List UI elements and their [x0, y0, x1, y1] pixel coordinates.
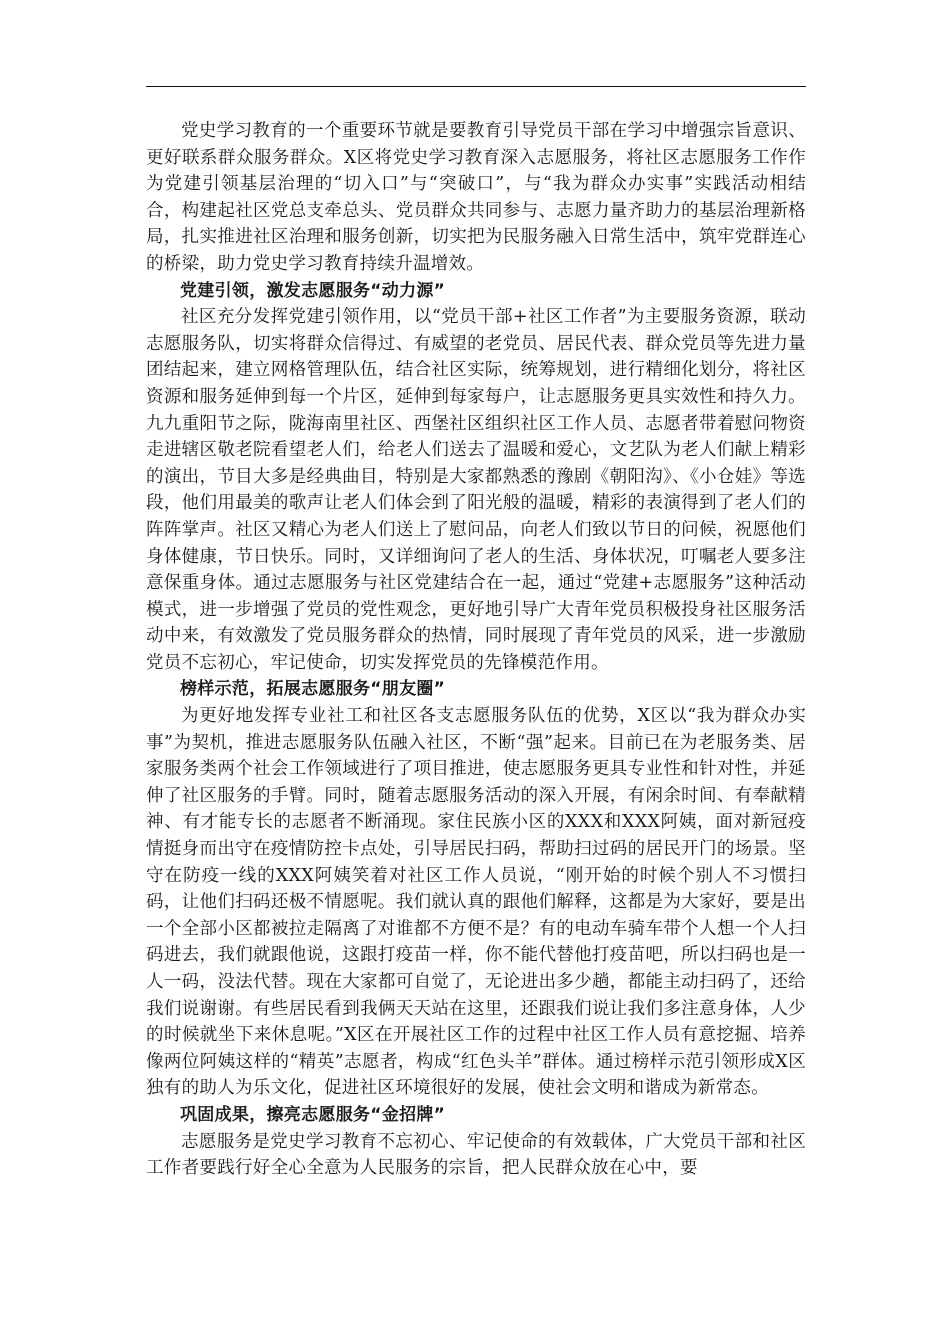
section-heading-3: 巩固成果，擦亮志愿服务“金招牌”: [180, 1104, 446, 1125]
paragraph-section-1: 社区充分发挥党建引领作用，以“党员干部+社区工作者”为主要服务资源，联动志愿服务队，切实将群众信得过、有威望的老党员、居民代表、群众党员等先进力量团结起来，建立网格管理队伍，结合社区实际，统筹规划，进行精细化划分，将社区资源和服务延伸到每一个片区，延伸到每家每户，让志愿服务更具实效性和持久力。九九重阳节之际，陇海南里社区、西堡社区组织社区工作人员、志愿者带着慰问物资走进辖区敬老院看望老人们，给老人们送去了温暖和爱心，文艺队为老人们献上精彩的演出，节目大多是经典曲目，特别是大家都熟悉的豫剧《朝阳沟》、《小仓娃》等选段，他们用最美的歌声让老人们体会到了阳光般的温暖，精彩的表演得到了老人们的阵阵掌声。社区又精心为老人们送上了慰问品，向老人们致以节日的问候，祝愿他们身体健康，节日快乐。同时，又详细询问了老人的生活、身体状况，叮嘱老人要多注意保重身体。通过志愿服务与社区党建结合在一起，通过“党建+志愿服务”这种活动模式，进一步增强了党员的党性观念，更好地引导广大青年党员积极投身社区服务活动中来，有效激发了党员服务群众的热情，同时展现了青年党员的风采，进一步激励党员不忘初心，牢记使命，切实发挥党员的先锋模范作用。: [146, 307, 806, 673]
section-heading-2: 榜样示范，拓展志愿服务“朋友圈”: [180, 679, 446, 700]
section-heading-1: 党建引领，激发志愿服务“动力源”: [180, 280, 446, 301]
paragraph-section-2: 为更好地发挥专业社工和社区各支志愿服务队伍的优势，X区以“我为群众办实事”为契机，推进志愿服务队伍融入社区，不断“强”起来。目前已在为老服务类、居家服务类两个社会工作领域进行了项目推进，使志愿服务更具专业性和针对性，并延伸了社区服务的手臂。同时，随着志愿服务活动的深入开展，有闲余时间、有奉献精神、有才能专长的志愿者不断涌现。家住民族小区的XXX和XXX阿姨，面对新冠疫情挺身而出守在疫情防控卡点处，引导居民扫码，帮助扫过码的居民开门的场景。坚守在防疫一线的XXX阿姨笑着对社区工作人员说，“刚开始的时候个别人不习惯扫码，让他们扫码还极不情愿呢。我们就认真的跟他们解释，这都是为大家好，要是出一个全部小区都被拉走隔离了对谁都不方便不是？有的电动车骑车带个人想一个人扫码进去，我们就跟他说，这跟打疫苗一样，你不能代替他打疫苗吧，所以扫码也是一人一码，没法代替。现在大家都可自觉了，无论进出多少趟，都能主动扫码了，还给我们说谢谢。有些居民看到我俩天天站在这里，还跟我们说让我们多注意身体，人少的时候就坐下来休息呢。”X区在开展社区工作的过程中社区工作人员有意挖掘、培养像两位阿姨这样的“精英”志愿者，构成“红色头羊”群体。通过榜样示范引领形成X区独有的助人为乐文化，促进社区环境很好的发展，使社会文明和谐成为新常态。: [146, 706, 806, 1099]
document-body: [146, 118, 806, 1182]
paragraph-section-3: 志愿服务是党史学习教育不忘初心、牢记使命的有效载体，广大党员干部和社区工作者要践行好全心全意为人民服务的宗旨，把人民群众放在心中，要: [146, 1131, 806, 1179]
paragraph-intro: 党史学习教育的一个重要环节就是要教育引导党员干部在学习中增强宗旨意识、更好联系群众服务群众。X区将党史学习教育深入志愿服务，将社区志愿服务工作作为党建引领基层治理的“切入口”与“突破口”，与“我为群众办实事”实践活动相结合，构建起社区党总支牵总头、党员群众共同参与、志愿力量齐助力的基层治理新格局，扎实推进社区治理和服务创新，切实把为民服务融入日常生活中，筑牢党群连心的桥梁，助力党史学习教育持续升温增效。: [146, 121, 806, 274]
header-rule: [146, 86, 806, 87]
